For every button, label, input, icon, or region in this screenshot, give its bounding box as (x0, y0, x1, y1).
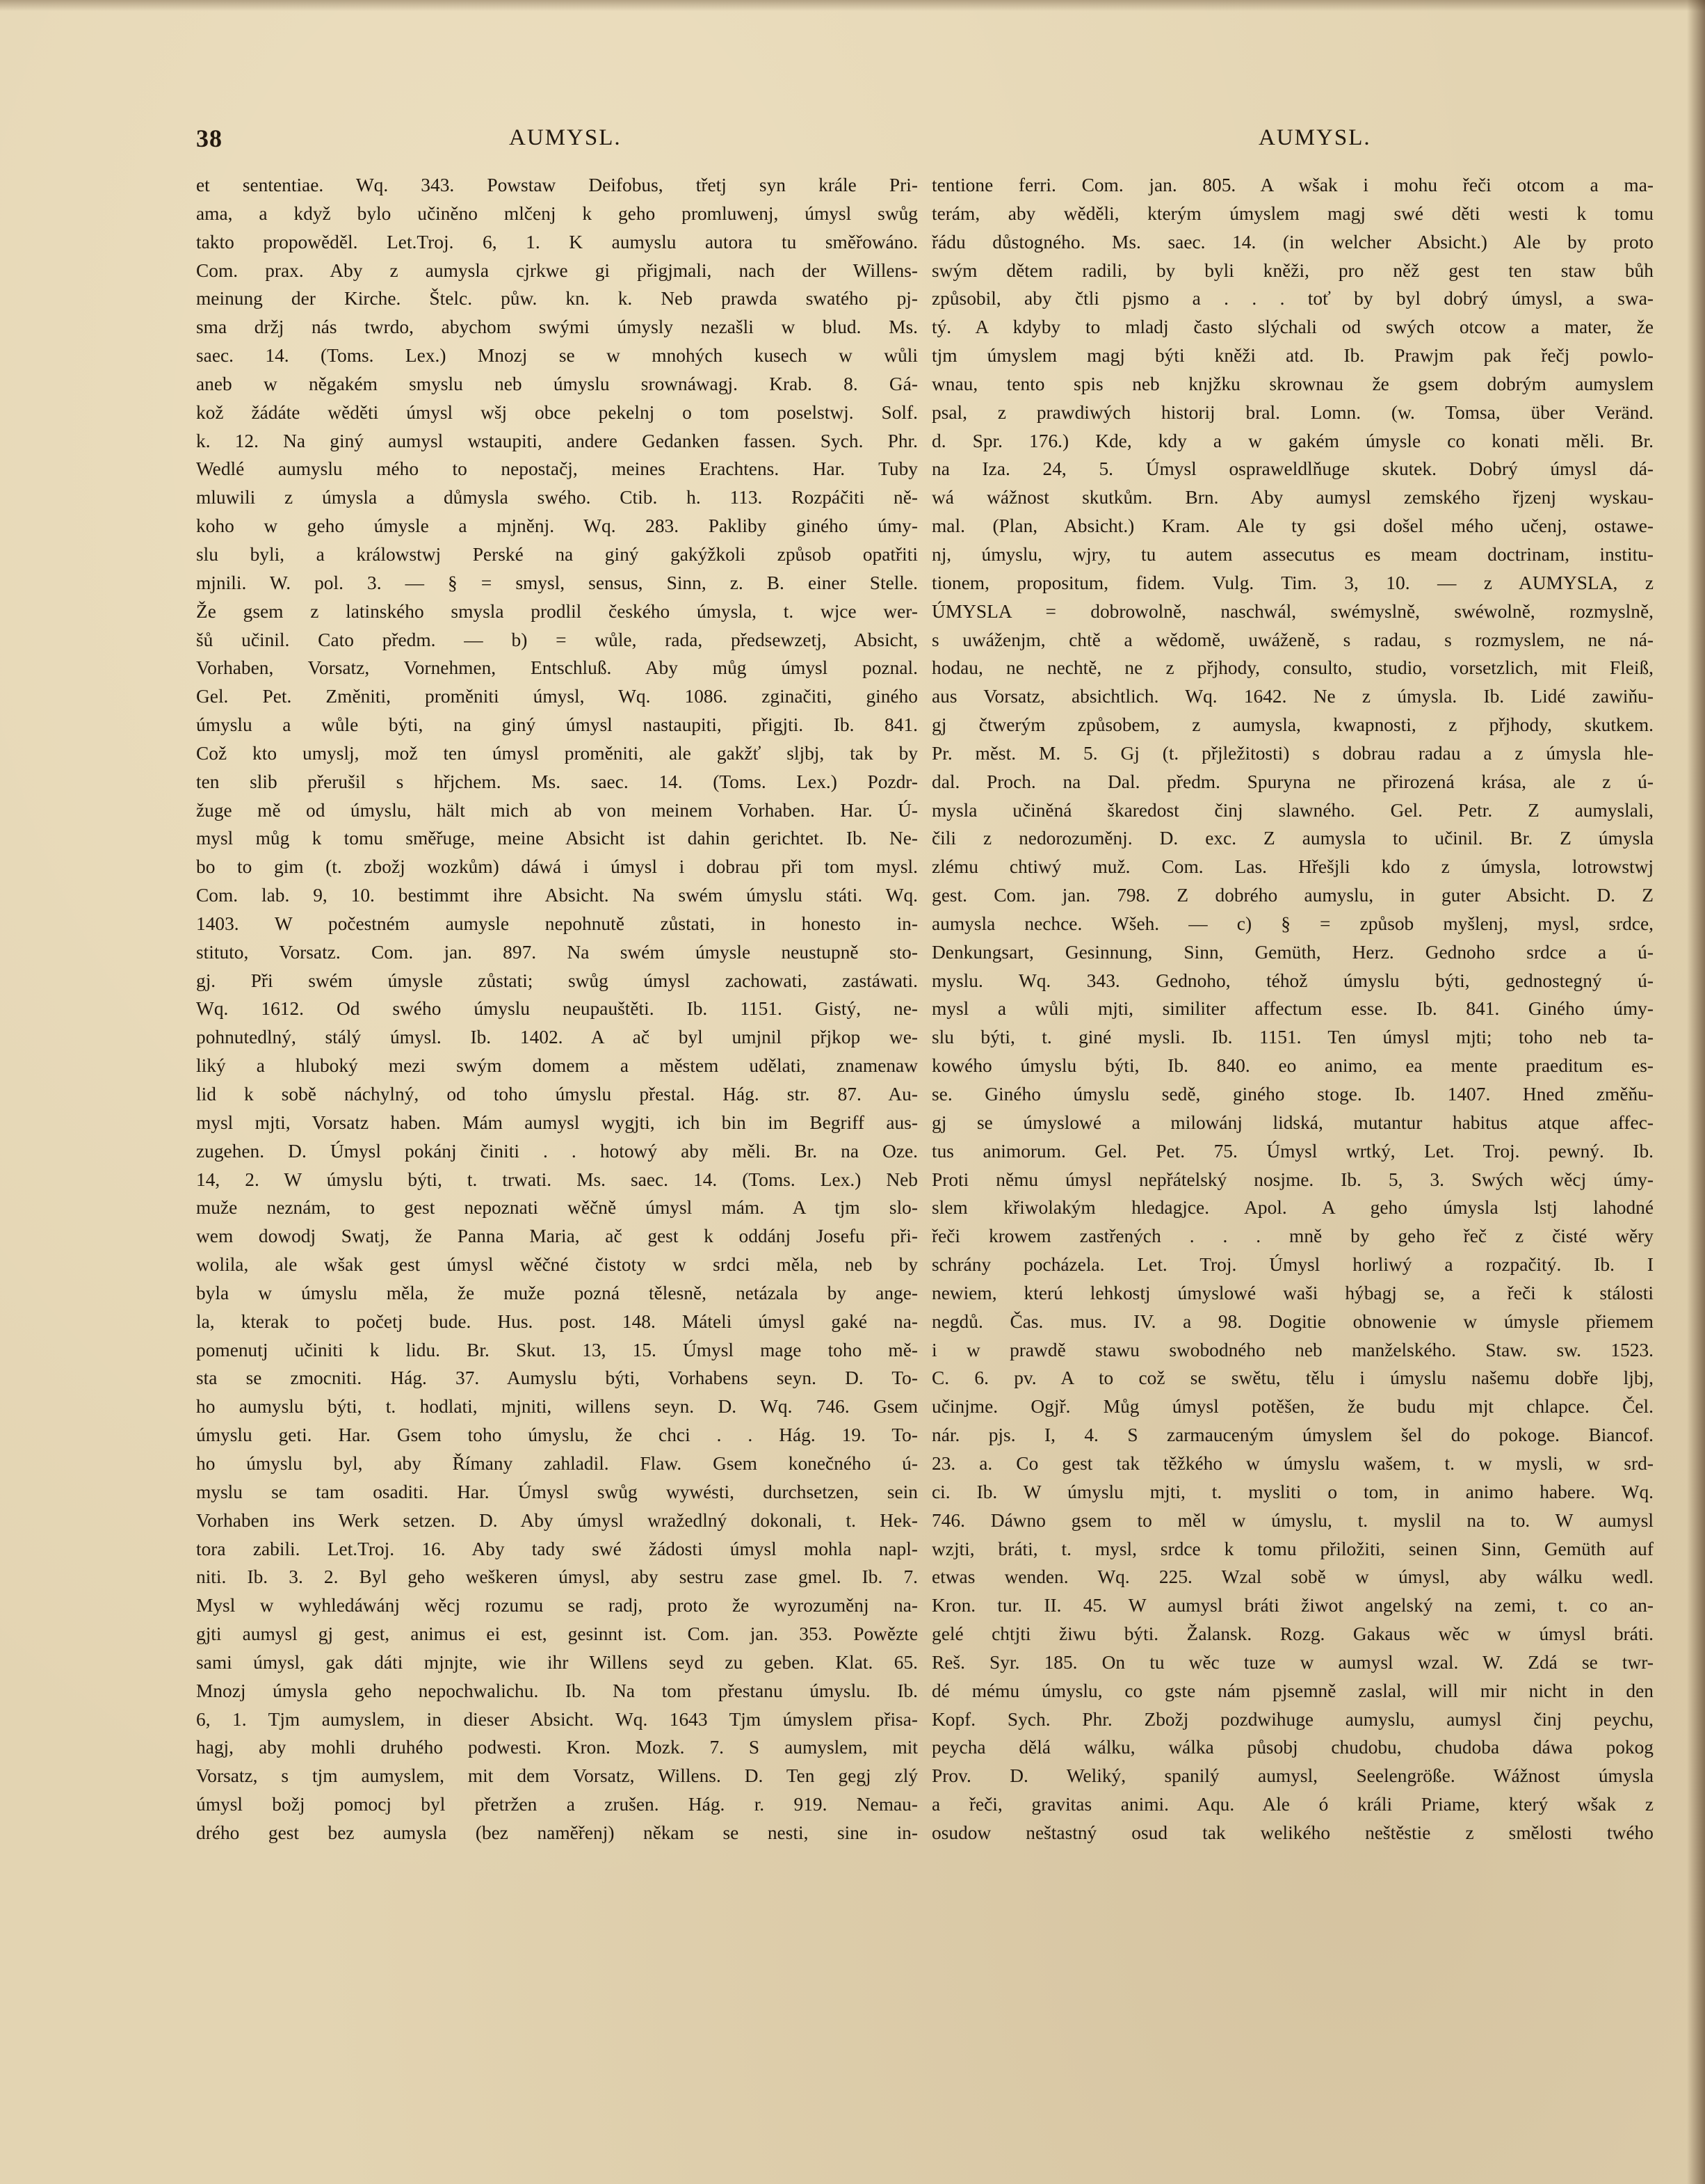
text-line: drého gest bez aumysla (bez naměřenj) někam se nesti, sine in- (196, 1822, 918, 1843)
text-line: mysl můg k tomu směřuge, meine Absicht ist dahin gerichtet. Ib. Ne- (196, 828, 918, 849)
page-binding-shadow (1687, 0, 1705, 2184)
text-line: Kopf. Sych. Phr. Zbožj pozdwihuge aumyslu, aumysl činj peychu, (932, 1708, 1654, 1730)
text-line: wnau, tento spis neb knjžku skrownau že gsem dobrým aumyslem (932, 373, 1654, 394)
text-line: Proti němu úmysl nepřátelský nosjme. Ib. 5, 3. Swých wěcj úmy- (932, 1169, 1654, 1190)
text-line: Vorhaben ins Werk setzen. D. Aby úmysl wražedlný dokonali, t. Hek- (196, 1509, 918, 1531)
text-line: gelé chtjti žiwu býti. Žalansk. Rozg. Gakaus wěc w úmysl bráti. (932, 1623, 1654, 1645)
page-number: 38 (196, 125, 223, 152)
text-line: 746. Dáwno gsem to měl w úmyslu, t. myslil na to. W aumysl (932, 1509, 1654, 1531)
text-line: mjnili. W. pol. 3. — § = smysl, sensus, Sinn, z. B. einer Stelle. (196, 572, 918, 593)
text-line: psal, z prawdiwých historij bral. Lomn. (w. Tomsa, über Veränd. (932, 401, 1654, 423)
text-line: Pr. měst. M. 5. Gj (t. přjležitosti) s dobrau radau a z úmysla hle- (932, 742, 1654, 764)
text-line: se. Giného úmyslu sedě, giného stoge. Ib. 1407. Hned změňu- (932, 1084, 1654, 1105)
text-line: slem křiwolakým hledagjce. Apol. A geho úmysla lstj lahodné (932, 1197, 1654, 1219)
text-line: řádu důstogného. Ms. saec. 14. (in welcher Absicht.) Ale by proto (932, 231, 1654, 252)
left-text-column (196, 171, 918, 1847)
text-line: tionem, propositum, fidem. Vulg. Tim. 3, 10. — z AUMYSLA, z (932, 572, 1654, 593)
text-line: Že gsem z latinského smysla prodlil českého úmysla, t. wjce wer- (196, 600, 918, 622)
text-line: mal. (Plan, Absicht.) Kram. Ale ty gsi došel mého učenj, ostawe- (932, 515, 1654, 537)
text-line: Prov. D. Weliký, spanilý aumysl, Seelengröße. Wážnost úmysla (932, 1765, 1654, 1787)
text-line: dal. Proch. na Dal. předm. Spuryna ne přirozená krása, ale z ú- (932, 771, 1654, 792)
text-line: la, kterak to početj bude. Hus. post. 148. Máteli úmysl gaké na- (196, 1310, 918, 1332)
text-line: Reš. Syr. 185. On tu wěc tuze w aumysl wzal. W. Zdá se twr- (932, 1651, 1654, 1673)
text-line: k. 12. Na giný aumysl wstaupiti, andere Gedanken fassen. Sych. Phr. (196, 430, 918, 451)
text-line: 1403. W počestném aumysle nepohnutě zůstati, in honesto in- (196, 913, 918, 934)
text-line: swým dětem radili, by byli kněži, pro něž gest ten staw bůh (932, 259, 1654, 281)
text-line: mluwili z úmysla a důmysla swého. Ctib. h. 113. Rozpáčiti ně- (196, 487, 918, 508)
text-line: myslu se tam osaditi. Har. Úmysl swůg wywésti, durchsetzen, sein (196, 1481, 918, 1502)
text-line: Vorsatz, s tjm aumyslem, mit dem Vorsatz, Willens. D. Ten gegj zlý (196, 1765, 918, 1787)
text-line: liký a hluboký mezi swým domem a městem udělati, znamenaw (196, 1055, 918, 1077)
text-line: zugehen. D. Úmysl pokánj činiti . . hotowý aby měli. Br. na Oze. (196, 1140, 918, 1162)
text-line: nj, úmyslu, wjry, tu autem assecutus es meam doctrinam, institu- (932, 543, 1654, 565)
text-line: šů učinil. Cato předm. — b) = wůle, rada, předsewzetj, Absicht, (196, 629, 918, 650)
text-line: tus animorum. Gel. Pet. 75. Úmysl wrtký, Let. Troj. pewný. Ib. (932, 1140, 1654, 1162)
text-line: způsobil, aby čtli pjsmo a . . . toť by byl dobrý úmysl, a swa- (932, 288, 1654, 310)
text-line: hodau, ne nechtě, ne z přjhody, consulto, studio, vorsetzlich, mit Fleiß, (932, 657, 1654, 679)
text-line: wem dowodj Swatj, že Panna Maria, ač gest k oddánj Josefu při- (196, 1226, 918, 1247)
text-line: gj se úmyslowé a milowánj lidská, mutantur habitus atque affec- (932, 1111, 1654, 1133)
text-line: zlému chtiwý muž. Com. Las. Hřešjli kdo z úmysla, lotrowstwj (932, 856, 1654, 878)
text-line: mysla učiněná škaredost činj slawného. Gel. Petr. Z aumyslali, (932, 799, 1654, 821)
text-line: newiem, kterú lehkostj úmyslowé waši hýbagj se, a řeči k stálosti (932, 1282, 1654, 1303)
text-line: Kron. tur. II. 45. W aumysl bráti žiwot angelský na zemi, t. co an- (932, 1595, 1654, 1616)
text-line: Com. prax. Aby z aumysla cjrkwe gi přigjmali, nach der Willens- (196, 259, 918, 281)
text-line: a řeči, gravitas animi. Aqu. Ale ó králi Priame, který wšak z (932, 1794, 1654, 1815)
text-line: na Iza. 24, 5. Úmysl ospraweldlňuge skutek. Dobrý úmysl dá- (932, 458, 1654, 480)
text-line: kož žádáte wěděti úmysl wšj obce pekelnj o tom poselstwj. Solf. (196, 401, 918, 423)
text-line: wá wážnost skutkům. Brn. Aby aumysl zemského řjzenj wyskau- (932, 487, 1654, 508)
text-line: řeči krowem zastřených . . . mně by geho řeč z čisté wěry (932, 1226, 1654, 1247)
text-line: aumysla nechce. Wšeh. — c) § = způsob myšlenj, mysl, srdce, (932, 913, 1654, 934)
text-line: 14, 2. W úmyslu býti, t. trwati. Ms. saec. 14. (Toms. Lex.) Neb (196, 1169, 918, 1190)
text-line: muže neznám, to gest nepoznati wěčně úmysl mám. A tjm slo- (196, 1197, 918, 1219)
text-line: kowého úmyslu býti, Ib. 840. eo animo, ea mente praeditum es- (932, 1055, 1654, 1077)
text-line: stituto, Vorsatz. Com. jan. 897. Na swém úmysle neustupně sto- (196, 941, 918, 963)
text-line: nár. pjs. I, 4. S zarmauceným úmyslem šel do pokoge. Biancof. (932, 1424, 1654, 1446)
text-line: Gel. Pet. Změniti, proměniti úmysl, Wq. 1086. zginačiti, giného (196, 686, 918, 707)
text-line: sma držj nás twrdo, abychom swými úmysly nezašli w blud. Ms. (196, 316, 918, 338)
text-line: etwas wenden. Wq. 225. Wzal sobě w úmysl, aby wálku wedl. (932, 1566, 1654, 1588)
text-line: hagj, aby mohli druhého podwesti. Kron. Mozk. 7. S aumyslem, mit (196, 1737, 918, 1758)
text-line: Wedlé aumyslu mého to nepostačj, meines Erachtens. Har. Tuby (196, 458, 918, 480)
text-line: dé mému úmyslu, co gste nám pjsemně zaslal, will mir nicht in den (932, 1680, 1654, 1701)
text-line: gj. Při swém úmysle zůstati; swůg úmysl zachowati, zastáwati. (196, 970, 918, 991)
text-line: tý. A kdyby to mladj často slýchali od swých otcow a mater, že (932, 316, 1654, 338)
text-line: Com. lab. 9, 10. bestimmt ihre Absicht. Na swém úmyslu státi. Wq. (196, 885, 918, 906)
text-line: ho úmyslu byl, aby Římany zahladil. Flaw. Gsem konečného ú- (196, 1452, 918, 1474)
text-line: pohnutedlný, stálý úmysl. Ib. 1402. A ač byl umjnil přjkop we- (196, 1027, 918, 1048)
text-line: aus Vorsatz, absichtlich. Wq. 1642. Ne z úmysla. Ib. Lidé zawiňu- (932, 686, 1654, 707)
text-line: slu býti, t. giné mysli. Ib. 1151. Ten úmysl mjti; toho neb ta- (932, 1027, 1654, 1048)
text-line: tjm úmyslem magj býti kněži atd. Ib. Prawjm pak řečj powlo- (932, 345, 1654, 367)
text-line: byla w úmyslu měla, že muže pozná tělesně, netázala by ange- (196, 1282, 918, 1303)
text-line: ci. Ib. W úmyslu mjti, t. mysliti o tom, in animo habere. Wq. (932, 1481, 1654, 1502)
text-line: ten slib přerušil s hřjchem. Ms. saec. 14. (Toms. Lex.) Pozdr- (196, 771, 918, 792)
text-line: gjti aumysl gj gest, animus ei est, gesinnt ist. Com. jan. 353. Powězte (196, 1623, 918, 1645)
text-line: 6, 1. Tjm aumyslem, in dieser Absicht. Wq. 1643 Tjm úmyslem přisa- (196, 1708, 918, 1730)
running-head-left: AUMYSL. (509, 125, 622, 150)
text-line: čili z nedorozuměnj. D. exc. Z aumysla to učinil. Br. Z úmysla (932, 828, 1654, 849)
text-line: ÚMYSLA = dobrowolně, naschwál, swémyslně, swéwolně, rozmyslně, (932, 600, 1654, 622)
text-line: sami úmysl, gak dáti mjnjte, wie ihr Willens seyd zu geben. Klat. 65. (196, 1651, 918, 1673)
text-line: bo to gim (t. zbožj wozkům) dáwá i úmysl i dobrau při tom mysl. (196, 856, 918, 878)
text-line: d. Spr. 176.) Kde, kdy a w gakém úmysle co konati měli. Br. (932, 430, 1654, 451)
text-line: ama, a když bylo učiněno mlčenj k geho promluwenj, úmysl swůg (196, 202, 918, 224)
text-line: gest. Com. jan. 798. Z dobrého aumyslu, in guter Absicht. D. Z (932, 885, 1654, 906)
page-shadow-top (0, 0, 1705, 11)
text-line: peycha dělá wálku, wálka působj chudobu, chudoba dáwa pokog (932, 1737, 1654, 1758)
text-line: takto propowěděl. Let.Troj. 6, 1. K aumyslu autora tu směřowáno. (196, 231, 918, 252)
text-line: et sententiae. Wq. 343. Powstaw Deifobus, třetj syn krále Pri- (196, 175, 918, 195)
text-line: aneb w něgakém smyslu neb úmyslu srownáwagj. Krab. 8. Gá- (196, 373, 918, 394)
page-header (196, 124, 1684, 156)
text-line: úmyslu a wůle býti, na giný úmysl nastaupiti, přigjti. Ib. 841. (196, 714, 918, 736)
text-line: Mysl w wyhledáwánj wěcj rozumu se radj, proto že wyrozuměnj na- (196, 1595, 918, 1616)
text-line: C. 6. pv. A to což se swětu, tělu i úmyslu našemu dobře ljbj, (932, 1367, 1654, 1389)
text-line: negdů. Čas. mus. IV. a 98. Dogitie obnowenie w úmysle přiemem (932, 1310, 1654, 1332)
text-line: osudow neštastný osud tak welikého neštěstie z smělosti twého (932, 1822, 1654, 1843)
text-line: tentione ferri. Com. jan. 805. A wšak i mohu řeči otcom a ma- (932, 175, 1654, 195)
text-line: myslu. Wq. 343. Gednoho, téhož úmyslu býti, gednostegný ú- (932, 970, 1654, 991)
text-line: úmyslu geti. Har. Gsem toho úmyslu, že chci . . Hág. 19. To- (196, 1424, 918, 1446)
text-line: žuge mě od úmyslu, hält mich ab von meinem Vorhaben. Har. Ú- (196, 799, 918, 821)
text-line: meinung der Kirche. Štelc. půw. kn. k. Neb prawda swatého pj- (196, 288, 918, 310)
text-line: i w prawdě stawu swobodného neb manželského. Staw. sw. 1523. (932, 1339, 1654, 1360)
text-line: tora zabili. Let.Troj. 16. Aby tady swé žádosti úmysl mohla napl- (196, 1538, 918, 1559)
right-text-column (932, 171, 1654, 1847)
text-line: mysl mjti, Vorsatz haben. Mám aumysl wygjti, ich bin im Begriff aus- (196, 1111, 918, 1133)
text-line: učinjme. Ogjř. Můg úmysl potěšen, že budu mjt chlapce. Čel. (932, 1396, 1654, 1418)
text-line: gj čtwerým způsobem, z aumysla, kwapnosti, z přjhody, skutkem. (932, 714, 1654, 736)
text-line: Vorhaben, Vorsatz, Vornehmen, Entschluß. Aby můg úmysl poznal. (196, 657, 918, 679)
text-line: terám, aby wěděli, kterým úmyslem magj swé děti westi k tomu (932, 202, 1654, 224)
text-line: pomenutj učiniti k lidu. Br. Skut. 13, 15. Úmysl mage toho mě- (196, 1339, 918, 1360)
text-line: saec. 14. (Toms. Lex.) Mnozj se w mnohých kusech w wůli (196, 345, 918, 367)
running-head-right: AUMYSL. (1259, 125, 1371, 150)
text-line: Což kto umyslj, mož ten úmysl proměniti, ale gakžť sljbj, tak by (196, 742, 918, 764)
text-line: lid k sobě náchylný, od toho úmyslu přestal. Hág. str. 87. Au- (196, 1084, 918, 1105)
text-line: Wq. 1612. Od swého úmyslu neupauštěti. Ib. 1151. Gistý, ne- (196, 998, 918, 1020)
text-line: Mnozj úmysla geho nepochwalichu. Ib. Na tom přestanu úmyslu. Ib. (196, 1680, 918, 1701)
text-line: mysl a wůli mjti, similiter affectum esse. Ib. 841. Giného úmy- (932, 998, 1654, 1020)
text-line: wzjti, bráti, t. mysl, srdce k tomu přiložiti, seinen Sinn, Gemüth auf (932, 1538, 1654, 1559)
text-line: wolila, ale wšak gest úmysl wěčné čistoty w srdci měla, neb by (196, 1254, 918, 1276)
text-line: 23. a. Co gest tak těžkého w úmyslu wašem, t. w mysli, w srd- (932, 1452, 1654, 1474)
text-line: niti. Ib. 3. 2. Byl geho weškeren úmysl, aby sestru zase gmel. Ib. 7. (196, 1566, 918, 1588)
text-line: úmysl božj pomocj byl přetržen a zrušen. Hág. r. 919. Nemau- (196, 1794, 918, 1815)
text-line: koho w geho úmysle a mjněnj. Wq. 283. Pakliby giného úmy- (196, 515, 918, 537)
text-line: s uwáženjm, chtě a wědomě, uwáženě, s radau, s rozmyslem, ne ná- (932, 629, 1654, 650)
text-line: slu byli, a králowstwj Perské na giný gakýžkoli způsob opatřiti (196, 543, 918, 565)
text-line: ho aumyslu býti, t. hodlati, mjniti, willens seyn. D. Wq. 746. Gsem (196, 1396, 918, 1418)
text-line: sta se zmocniti. Hág. 37. Aumyslu býti, Vorhabens seyn. D. To- (196, 1367, 918, 1389)
text-line: Denkungsart, Gesinnung, Sinn, Gemüth, Herz. Gednoho srdce a ú- (932, 941, 1654, 963)
text-line: schrány pocházela. Let. Troj. Úmysl horliwý a rozpačitý. Ib. I (932, 1254, 1654, 1276)
